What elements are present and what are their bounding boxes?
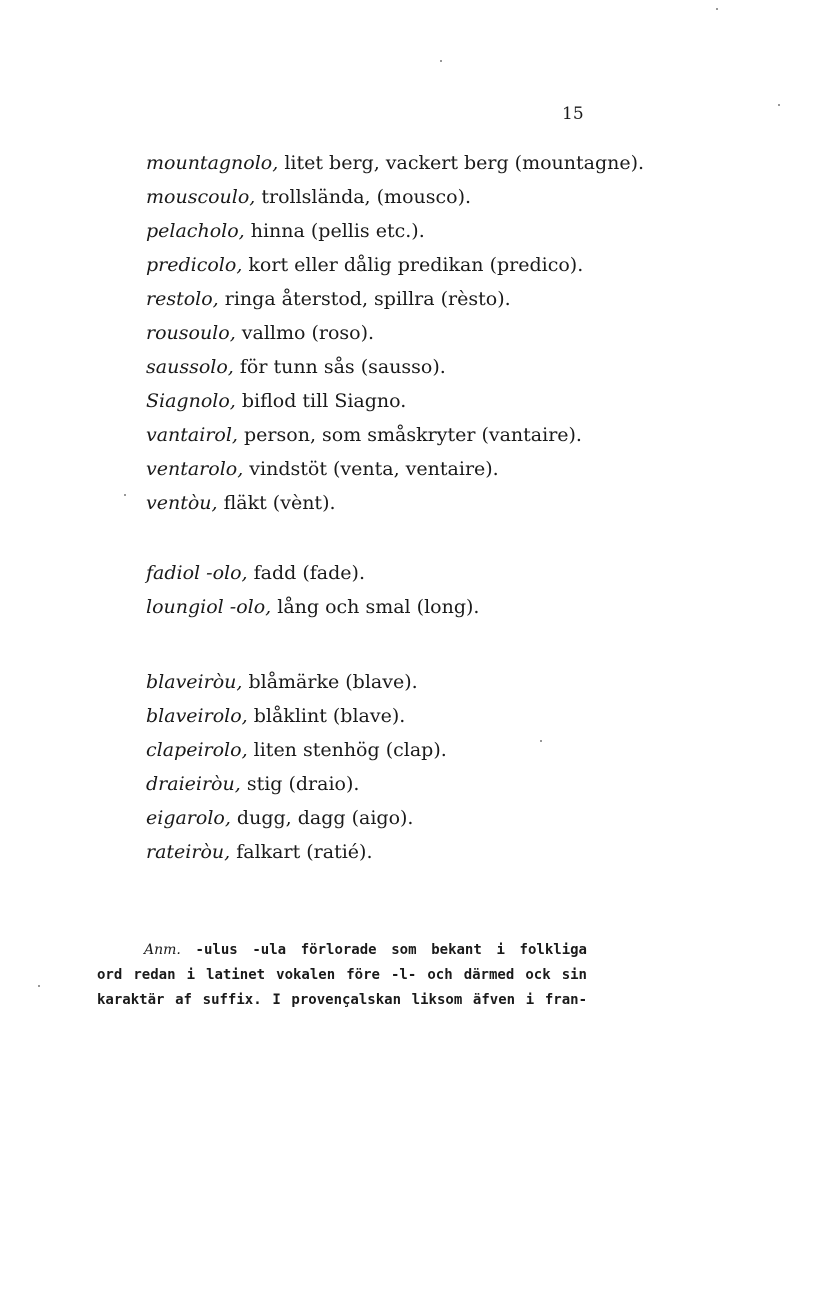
entry-definition: fläkt (vènt). [217,492,336,514]
entry-definition: litet berg, vackert berg (mountagne). [278,152,645,174]
entry-row [146,384,766,418]
note-line-1 [97,938,587,963]
entry-definition: blåmärke (blave). [242,671,418,693]
entry-term: draieiròu, [146,773,241,795]
entry-term: clapeirolo, [146,739,248,761]
entry-row [146,486,766,520]
entry-row [146,418,766,452]
entry-definition: person, som småskryter (vantaire). [237,424,582,446]
note-label: Anm. [144,942,181,958]
entry-term: Siagnolo, [146,390,236,412]
entry-group-2 [146,556,766,624]
entry-definition: vallmo (roso). [235,322,375,344]
entry-term: blaveiròu, [146,671,243,693]
entry-row [146,146,766,180]
entry-term: rateiròu, [146,841,231,863]
entry-suffix: -olo, [223,596,272,618]
entry-row [146,316,766,350]
paper-speck [540,740,542,742]
entry-definition: vindstöt (venta, ventaire). [243,458,499,480]
note-text-1: -ulus -ula förlorade som bekant i folkliga [195,942,587,958]
entry-definition: hinna (pellis etc.). [244,220,425,242]
note-line-3: karaktär af suffix. I provençalskan liksom äfven i fran- [97,992,587,1008]
entry-row [146,282,766,316]
entry-group-1 [146,146,766,520]
entry-definition: trollslända, (mousco). [255,186,472,208]
entry-definition: för tunn sås (sausso). [233,356,446,378]
entry-definition: biflod till Siagno. [235,390,407,412]
entry-term: loungiol [146,596,224,618]
note-line-2: ord redan i latinet vokalen före -l- och därmed ock sin [97,967,587,983]
entry-row [146,801,766,835]
entry-definition: liten stenhög (clap). [247,739,447,761]
entry-definition: blåklint (blave). [247,705,406,727]
entry-row [146,350,766,384]
entry-definition: falkart (ratié). [230,841,373,863]
entry-term: ventòu, [146,492,218,514]
entry-term: mouscoulo, [146,186,256,208]
page-number: 15 [562,104,584,124]
entry-term: mountagnolo, [146,152,279,174]
entry-term: eigarolo, [146,807,231,829]
entry-definition: ringa återstod, spillra (rèsto). [218,288,511,310]
entry-row [146,767,766,801]
entry-definition: stig (draio). [240,773,360,795]
entry-term: pelacholo, [146,220,245,242]
paper-speck [124,494,126,496]
entry-term: restolo, [146,288,219,310]
entry-term: blaveirolo, [146,705,248,727]
entry-row [146,214,766,248]
entry-row [146,452,766,486]
entry-term: rousoulo, [146,322,236,344]
entry-row [146,248,766,282]
entry-definition: kort eller dålig predikan (predico). [242,254,584,276]
paper-speck [778,104,780,106]
paper-speck [716,8,718,10]
entry-suffix: -olo, [200,562,248,584]
entry-row [146,590,766,624]
entry-row [146,835,766,869]
entry-term: fadiol [146,562,201,584]
entry-definition: lång och smal (long). [271,596,480,618]
entry-definition: fadd (fade). [247,562,365,584]
paper-speck [38,985,40,987]
entry-row [146,180,766,214]
entry-row [146,699,766,733]
entry-term: ventarolo, [146,458,244,480]
entry-term: vantairol, [146,424,238,446]
paper-speck [440,60,442,62]
entry-term: predicolo, [146,254,243,276]
annotation-note [97,938,587,1013]
entry-row [146,733,766,767]
entry-group-3 [146,665,766,869]
entry-row [146,665,766,699]
entry-definition: dugg, dagg (aigo). [230,807,414,829]
entry-row [146,556,766,590]
entry-term: saussolo, [146,356,234,378]
